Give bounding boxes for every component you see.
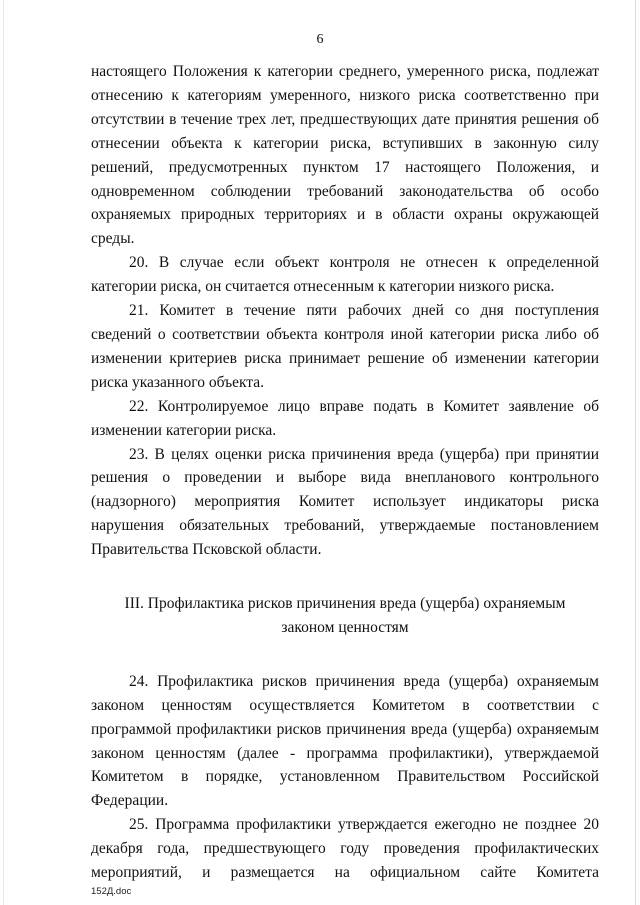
section-heading-line-2: законом ценностям bbox=[281, 618, 409, 636]
paragraph-20: 20. В случае если объект контроля не отнесен к определенной категории риска, он считается отнесенным к категории низкого риска. bbox=[91, 254, 599, 296]
section-heading-line-1: III. Профилактика рисков причинения вреда (ущерба) охраняемым bbox=[124, 595, 566, 613]
scan-edge-right bbox=[635, 0, 636, 905]
footer-filename: 152Д.doc bbox=[91, 886, 132, 897]
paragraph-24: 24. Профилактика рисков причинения вреда (ущерба) охраняемым законом ценностям осуществляется Комитетом в соответствии с программой профилактики рисков причинения вреда (ущерба) охраняемым законом ценностям (далее - программа профилактики), утверждаемой Комитетом в порядке, установленном Правительством Российской Федерации. bbox=[91, 672, 599, 810]
paragraph-22: 22. Контролируемое лицо вправе подать в Комитет заявление об изменении категории риска. bbox=[91, 397, 599, 439]
paragraph-21: 21. Комитет в течение пяти рабочих дней со дня поступления сведений о соответствии объекта контроля иной категории риска либо об изменении критериев риска принимает решение об изменении категории риска указанного объекта. bbox=[91, 302, 599, 391]
page-number: 6 bbox=[316, 32, 324, 47]
paragraph-continuation: настоящего Положения к категории среднего, умеренного риска, подлежат отнесению к категориям умеренного, низкого риска соответственно при отсутствии в течение трех лет, предшествующих дате принятия решения об отнесении объекта к категории риска, вступивших в законную силу решений, предусмотренных пунктом 17 настоящего Положения, и одновременном соблюдении требований законодательства об особо охраняемых природных территориях и в области охраны окружающей среды. bbox=[91, 63, 599, 248]
paragraph-25: 25. Программа профилактики утверждается ежегодно не позднее 20 декабря года, предшествующего году проведения профилактических мероприятий, и размещается на официальном сайте Комитета bbox=[91, 816, 599, 882]
scan-edge-left bbox=[3, 0, 4, 905]
section-heading bbox=[91, 592, 599, 640]
document-body bbox=[91, 60, 599, 885]
paragraph-23: 23. В целях оценки риска причинения вреда (ущерба) при принятии решения о проведении и выборе вида внепланового контрольного (надзорного) мероприятия Комитет использует индикаторы риска нарушения обязательных требований, утверждаемые постановлением Правительства Псковской области. bbox=[91, 445, 599, 559]
